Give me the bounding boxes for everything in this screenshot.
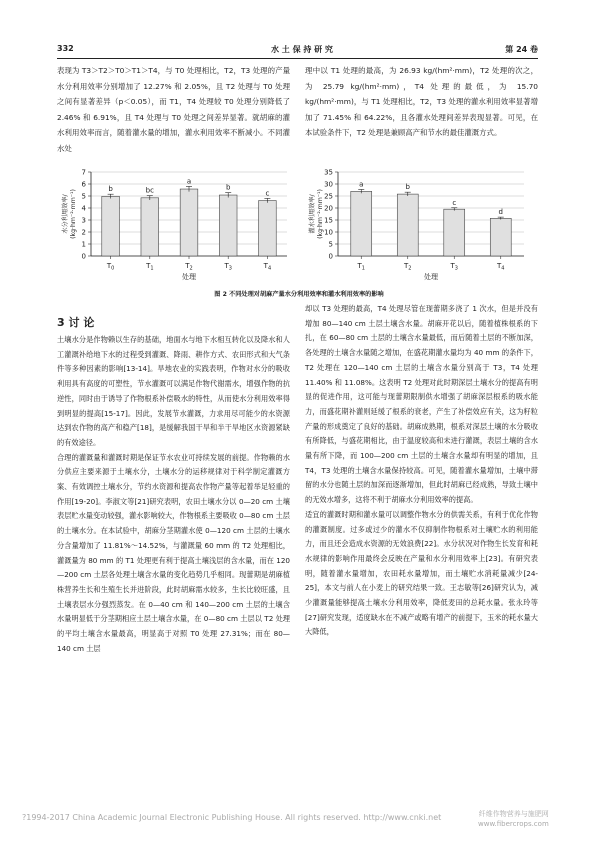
figure-caption: 图 2 不同处理对胡麻产量水分利用效率和灌水利用效率的影响 xyxy=(214,291,384,298)
y-tick-label: 4 xyxy=(81,204,86,213)
x-tick-label: $T_2$ xyxy=(185,262,193,272)
x-tick-label: $T_1$ xyxy=(146,262,154,272)
significance-label: a xyxy=(186,177,192,186)
bar xyxy=(490,218,511,256)
x-axis-title: 处理 xyxy=(182,273,196,281)
bar xyxy=(219,195,237,256)
significance-label: b xyxy=(405,183,410,192)
y-tick-label: 6 xyxy=(81,180,86,189)
significance-label: c xyxy=(265,189,270,198)
y-tick-label: 0 xyxy=(328,252,333,261)
significance-label: d xyxy=(498,208,503,217)
bar xyxy=(351,191,372,256)
watermark-line-2: www.fibercrops.com xyxy=(478,820,549,828)
volume-label: 第 24 卷 xyxy=(505,45,538,54)
x-tick-label: $T_2$ xyxy=(404,262,412,272)
y-tick-label: 30 xyxy=(324,180,333,189)
y-axis-title: 灌水利用效率/(kg·hm⁻²·mm⁻¹) xyxy=(309,189,324,239)
copyright-footer: ?1994-2017 China Academic Journal Electronic Publishing House. All rights reserved. http://www.cnki.net xyxy=(22,813,442,822)
y-tick-label: 10 xyxy=(324,228,333,237)
header-rule xyxy=(57,58,538,59)
significance-label: b xyxy=(108,185,113,194)
bar xyxy=(259,201,277,256)
x-axis-title: 处理 xyxy=(424,273,438,281)
x-tick-label: $T_3$ xyxy=(224,262,232,272)
y-tick-label: 5 xyxy=(328,240,333,249)
y-tick-label: 2 xyxy=(81,228,86,237)
bar xyxy=(180,189,198,256)
x-tick-label: $T_4$ xyxy=(497,262,505,272)
top-right-paragraph: 理中以 T1 处理的最高，为 26.93 kg/(hm²·mm)，T2 处理的次之，为 25.79 kg/(hm²·mm)，T4 处理的最低，为 15.70 kg/(hm²·mm)，与 T1 处理相比，T2，T3 处理的灌水利用效率显著增加了 71.45% 和 64.22%，且各灌水处理间差异表现显著。可见，在本试验条件下，T2 处理是兼顾高产和节水的最佳灌溉方式。 xyxy=(305,66,538,138)
y-tick-label: 0 xyxy=(81,252,86,261)
page-number: 332 xyxy=(57,44,74,53)
top-left-paragraph: 表现为 T3＞T2＞T0＞T1＞T4，与 T0 处理相比，T2，T3 处理的产量水分利用效率分别增加了 12.27% 和 2.05%，且 T2 处理与 T0 处理之间有显著差异（p＜0.05），而 T1，T4 处理较 T0 处理分别降低了 2.46% 和 6.91%，且 T4 处理与 T0 处理之间差异显著。就胡麻的灌水利用效率而言，随着灌水量的增加，灌水利用效率不断减小。不同灌水处 xyxy=(57,66,290,153)
bar xyxy=(444,209,465,256)
chart-water-use-efficiency xyxy=(55,166,295,286)
significance-label: c xyxy=(452,198,457,207)
y-tick-label: 35 xyxy=(324,168,333,177)
y-tick-label: 1 xyxy=(81,240,86,249)
y-tick-label: 5 xyxy=(81,192,86,201)
watermark xyxy=(478,809,549,829)
y-tick-label: 25 xyxy=(324,192,333,201)
discussion-right-column: 却以 T3 处理的最高，T4 处理尽管在现蕾期多浇了 1 次水，但是并没有增加 80—140 cm 土层土壤含水量。胡麻开花以后，随着植株根系的下扎，在 60—80 cm 土层的土壤含水量最低，而后随着土层的不断加深，各处理的土壤含水量随之增加，在盛花期灌水量均为 40 mm 的条件下，T2 处理在 120—140 cm 土层的土壤含水量分别高于 T3，T4 处理 11.40% 和 11.08%。这表明 T2 处理对此时期深层土壤水分的提高有明显的促进作用，这可能与现蕾期限制供水增强了胡麻深层根系的吸水能力，而盛花期补灌则延缓了根系的衰老，产生了补偿效应有关，这为籽粒产量的形成奠定了良好的基础。胡麻成熟期，根系对深层土壤的水分吸收有所降低，与盛花期相比，由于温度较高和未进行灌溉，表层土壤的含水量有所下降，而 100—200 cm 土层的土壤含水量却有明显的增加，且 T4，T3 处理的土壤含水量保持较高。可见，随着灌水量增加，土壤中滞留的水分也随土层的加深而逐渐增加，但此时胡麻已经成熟，导致土壤中的无效水增多，这将不利于胡麻水分利用效率的提高。 适宜的灌溉时期和灌水量可以调整作物水分的供需关系，有利于优化作物的灌溉制度。过多或过少的灌水不仅抑制作物根系对土壤贮水的利用能力，而且还会造成水资源的无效浪费[22]。水分状况对作物生长发育和耗水规律的影响作用最终会反映在产量和水分利用效率上[23]。有研究表明，随着灌水量增加，农田耗水量增加，而土壤贮水消耗量减少[24-25]，本文与前人在小麦上的研究结果一致。王志敏等[26]研究认为，减少灌溉量能够提高土壤水分利用效率，降低麦田的总耗水量。张永玲等[27]研究发现，适度缺水在不减产或略有增产的前提下，玉米的耗水量大大降低， xyxy=(305,304,538,637)
y-tick-label: 7 xyxy=(81,168,86,177)
discussion-left-column: 土壤水分是作物赖以生存的基础，地面水与地下水相互转化以及降水和人工灌溉补给地下水的过程受到灌溉、降雨、耕作方式、农田形式和大气条件等多种因素的影响[13-14]。旱地农业的实践表明，作物对水分的吸收利用具有高度的可塑性，节水灌溉可以满足作物代谢需水，增强作物的抗逆性，同时由于诱导了作物根系补偿吸水的特性，从而使水分利用效率得到明显的提高[15-17]。因此，发展节水灌溉，力求用尽可能少的水资源达到农作物的高产和稳产[18]，是缓解我国干旱和半干旱地区水资源紧缺的有效途径。 合理的灌溉量和灌溉时期是保证节水农业可持续发展的前提。作物赖的水分供应主要来源于土壤水分，土壤水分的运移规律对于科学制定灌溉方案、有效调控土壤水分，节约水资源和提高农作物产量等起着举足轻重的作用[19-20]。李淑文等[21]研究表明，农田土壤水分以 0—20 cm 土壤表层贮水量变动较强，灌水影响较大，作物根系主要吸收 0—80 cm 土层的土壤水分。在本试验中，胡麻分茎期灌水使 0—120 cm 土层的土壤水分含量增加了 11.81%～14.52%，与灌溉量 60 mm 的 T2 处理相比，灌溉量为 80 mm 的 T1 处理更有利于提高土壤浅层的含水量，而在 120—200 cm 土层各处理土壤含水量的变化趋势几乎相同。现蕾期是胡麻植株营养生长和生殖生长并进阶段，此时胡麻需水较多，生长比较旺盛，且土壤表层水分强烈蒸发。在 0—40 cm 和 140—200 cm 土层的土壤含水量明显低于分茎期相应土层土壤含水量，在 0—80 cm 土层以 T2 处理的平均土壤含水量最高，明显高于对照 T0 处理 27.31%；而在 80—140 cm 土层 xyxy=(57,335,290,653)
y-axis-title: 水分利用效率/(kg·hm⁻²·mm⁻¹) xyxy=(62,189,77,239)
section-heading: 3 讨 论 xyxy=(57,316,95,329)
page-header xyxy=(57,44,538,58)
watermark-line-1: 纤维作物营养与施肥网 xyxy=(478,810,549,818)
x-tick-label: $T_1$ xyxy=(357,262,365,272)
y-tick-label: 20 xyxy=(324,204,333,213)
bar xyxy=(397,194,418,256)
x-tick-label: $T_4$ xyxy=(263,262,272,272)
x-tick-label: $T_0$ xyxy=(106,262,115,272)
significance-label: bc xyxy=(145,186,154,195)
bar xyxy=(141,198,159,256)
chart-irrigation-water-use-efficiency xyxy=(302,166,540,286)
journal-name: 水 土 保 持 研 究 xyxy=(271,45,333,54)
y-tick-label: 15 xyxy=(324,216,333,225)
bar xyxy=(102,196,120,256)
significance-label: b xyxy=(225,183,231,192)
significance-label: a xyxy=(359,180,364,189)
x-tick-label: $T_3$ xyxy=(450,262,458,272)
y-tick-label: 3 xyxy=(81,216,86,225)
